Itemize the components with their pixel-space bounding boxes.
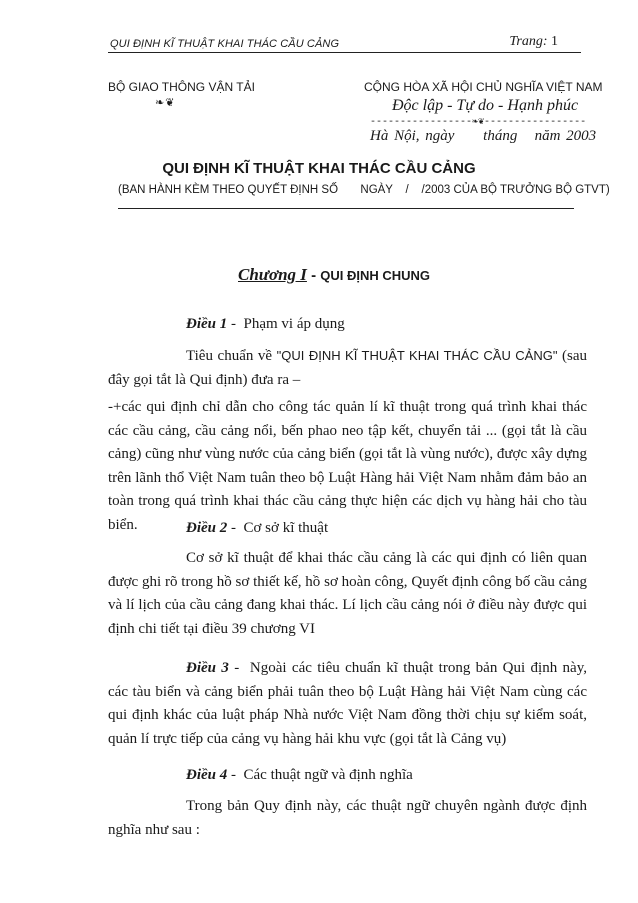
chapter-dash: -: [306, 267, 321, 284]
header-rule: [108, 52, 581, 53]
document-subtitle: (BAN HÀNH KÈM THEO QUYẾT ĐỊNH SỐ NGÀY / /2003 CỦA BỘ TRƯỞNG BỘ GTVT): [118, 184, 610, 196]
chapter-title: QUI ĐỊNH CHUNG: [320, 268, 431, 283]
page-label: Trang:: [509, 34, 548, 49]
article-4-number: Điều 4: [186, 767, 228, 783]
article-1-heading: Điều 1 - Phạm vi áp dụng: [186, 316, 345, 332]
document-title: QUI ĐỊNH KĨ THUẬT KHAI THÁC CẦU CẢNG: [162, 160, 476, 177]
article-2-title: Cơ sở kĩ thuật: [243, 520, 329, 536]
article-2-heading: Điều 2 - Cơ sở kĩ thuật: [186, 520, 329, 536]
article-4-title: Các thuật ngữ và định nghĩa: [243, 767, 413, 783]
article-4-heading: Điều 4 - Các thuật ngữ và định nghĩa: [186, 767, 413, 783]
article-3-text: Ngoài các tiêu chuẩn kĩ thuật trong bản Qui định này, các tàu biển và cảng biển phải tuân theo bộ Luật Hàng hải Việt Nam cùng các qui định khác của luật pháp Nhà nước Việt Nam đồng thời chịu sự kiểm soát, quản lí trực tiếp của cảng vụ hàng hải khu vực (gọi tắt là Cảng vụ): [108, 660, 587, 747]
page-number: 1: [551, 34, 558, 49]
article-2-number: Điều 2: [186, 520, 228, 536]
chapter-label: Chương I: [238, 265, 307, 284]
article-1-number: Điều 1: [186, 316, 228, 332]
country-name: CỘNG HÒA XÃ HỘI CHỦ NGHĨA VIỆT NAM: [364, 80, 603, 94]
national-motto: Độc lập - Tự do - Hạnh phúc: [392, 97, 579, 114]
motto-ornament-rule: -----------------❧❦-----------------: [370, 117, 587, 128]
article-1-p1-pre: Tiêu chuẩn về: [186, 348, 277, 364]
subtitle-rule: [118, 208, 574, 209]
running-header-title: QUI ĐỊNH KĨ THUẬT KHAI THÁC CẦU CẢNG: [110, 38, 340, 50]
ornament-icon: ❧❦: [155, 96, 176, 109]
article-4-text: Trong bản Quy định này, các thuật ngữ chuyên ngành được định nghĩa như sau :: [108, 798, 587, 838]
ministry-name: BỘ GIAO THÔNG VẬN TẢI: [108, 80, 255, 94]
article-3-paragraph: Điều 3 - Ngoài các tiêu chuẩn kĩ thuật trong bản Qui định này, các tàu biển và cảng biển phải tuân theo bộ Luật Hàng hải Việt Nam cùng các qui định khác của luật pháp Nhà nước Việt Nam đồng thời chịu sự kiểm soát, quản lí trực tiếp của cảng vụ hàng hải khu vực (gọi tắt là Cảng vụ): [108, 660, 587, 747]
chapter-heading: [238, 265, 430, 285]
article-1-p1-quote: "QUI ĐỊNH KĨ THUẬT KHAI THÁC CẦU CẢNG": [276, 348, 558, 363]
article-1-title: Phạm vi áp dụng: [243, 316, 345, 332]
article-1-paragraph-1: [108, 344, 587, 392]
article-2-paragraph: [108, 547, 587, 641]
page-indicator: [509, 34, 558, 50]
article-4-paragraph: [108, 795, 587, 842]
article-1-paragraph-2: -+các qui định chỉ dẫn cho công tác quản lí kĩ thuật trong quá trình khai thác các cầu cảng, cầu cảng nổi, bến phao neo tập kết, chuyển tải ... (gọi tắt là cầu cảng) cũng như vùng nước của cảng biển (gọi tắt là vùng nước), được xây dựng trên lãnh thổ Việt Nam tuân theo bộ Luật Hàng hải Việt Nam nhằm đảm bảo an toàn trong quá trình khai thác cầu cảng thực hiện các dịch vụ hàng hải cho tàu biển.: [108, 399, 587, 533]
dateline: Hà Nội, ngày tháng năm 2003: [370, 128, 597, 144]
article-1-p1-post: (sau đây gọi tắt là Qui định) đưa ra –: [108, 348, 587, 388]
article-2-text: Cơ sở kĩ thuật để khai thác cầu cảng là các qui định có liên quan được ghi rõ trong hồ sơ thiết kế, hồ sơ hoàn công, Quyết định công bố cầu cảng và lí lịch của cầu cảng đang khai thác. Lí lịch cầu cảng nói ở điều này được qui định chi tiết tại điều 39 chương VI: [108, 550, 587, 637]
article-3-number: Điều 3: [186, 660, 229, 676]
